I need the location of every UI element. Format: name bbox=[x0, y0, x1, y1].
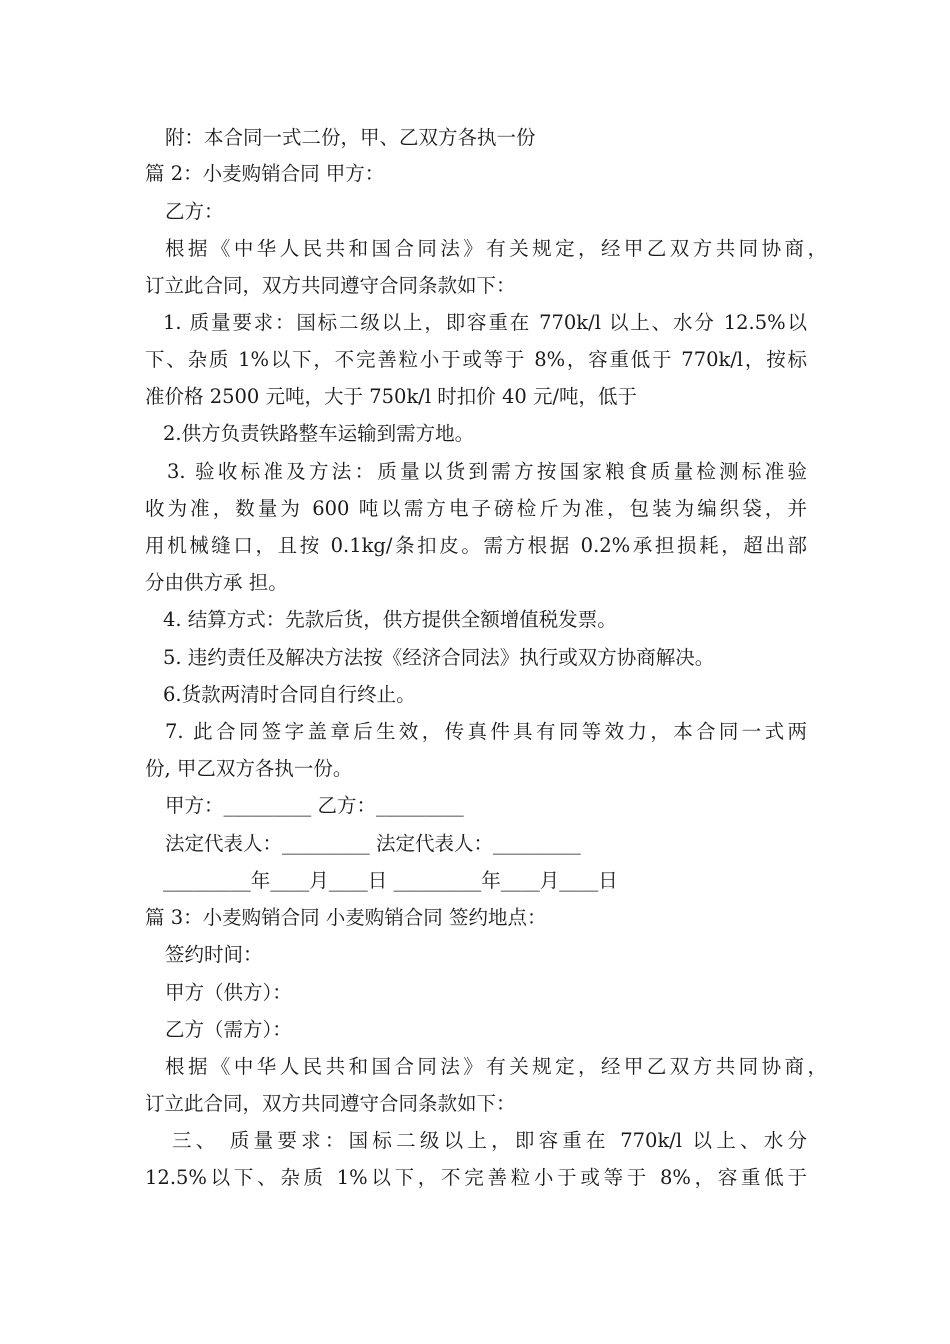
text-line: 收为准，数量为 600 吨以需方电子磅检斤为准，包装为编织袋，并 bbox=[145, 497, 807, 520]
text-line: 订立此合同，双方共同遵守合同条款如下： bbox=[145, 1092, 516, 1115]
text-line: 份, 甲乙双方各执一份。 bbox=[145, 757, 353, 780]
section-heading: 篇 3：小麦购销合同 小麦购销合同 签约地点： bbox=[145, 906, 547, 929]
signature-line: 法定代表人：_________ 法定代表人：_________ bbox=[165, 832, 581, 855]
text-line: 准价格 2500 元吨，大于 750k/l 时扣价 40 元/吨，低于 bbox=[145, 385, 638, 408]
text-line: 6.货款两清时合同自行终止。 bbox=[163, 683, 416, 706]
text-line: 订立此合同，双方共同遵守合同条款如下： bbox=[145, 274, 516, 297]
text-line: 甲方（供方）： bbox=[165, 981, 292, 1004]
text-line: 乙方（需方）： bbox=[165, 1018, 292, 1041]
text-line: 根据《中华人民共和国合同法》有关规定，经甲乙双方共同协商， bbox=[165, 237, 827, 260]
text-line: 用机械缝口，且按 0.1kg/条扣皮。需方根据 0.2%承担损耗，超出部 bbox=[145, 534, 807, 557]
text-line: 7. 此合同签字盖章后生效，传真件具有同等效力，本合同一式两 bbox=[165, 720, 807, 743]
text-line: 分由供方承 担。 bbox=[145, 571, 288, 594]
text-line: 1. 质量要求：国标二级以上，即容重在 770k/l 以上、水分 12.5%以 bbox=[163, 311, 807, 334]
text-line: 签约时间： bbox=[165, 943, 263, 966]
text-line: 附：本合同一式二份，甲、乙双方各执一份 bbox=[165, 126, 536, 149]
text-line: 3. 验收标准及方法：质量以货到需方按国家粮食质量检测标准验 bbox=[167, 460, 807, 483]
signature-line: 甲方：_________ 乙方：_________ bbox=[165, 794, 464, 817]
text-line: 5. 违约责任及解决方法按《经济合同法》执行或双方协商解决。 bbox=[163, 646, 715, 669]
text-line: 三、 质量要求：国标二级以上，即容重在 770k/l 以上、水分 bbox=[172, 1129, 807, 1152]
text-line: 下、杂质 1%以下，不完善粒小于或等于 8%，容重低于 770k/l，按标 bbox=[145, 348, 807, 371]
text-line: 4. 结算方式：先款后货，供方提供全额增值税发票。 bbox=[163, 608, 617, 631]
text-line: 12.5%以下、杂质 1%以下，不完善粒小于或等于 8%，容重低于 bbox=[145, 1166, 807, 1189]
date-line: _________年____月____日 _________年____月____日 bbox=[163, 869, 618, 892]
text-line: 2.供方负责铁路整车运输到需方地。 bbox=[163, 422, 475, 445]
section-heading: 篇 2：小麦购销合同 甲方： bbox=[145, 162, 385, 185]
text-line: 根据《中华人民共和国合同法》有关规定，经甲乙双方共同协商， bbox=[165, 1055, 827, 1078]
text-line: 乙方： bbox=[165, 200, 224, 223]
